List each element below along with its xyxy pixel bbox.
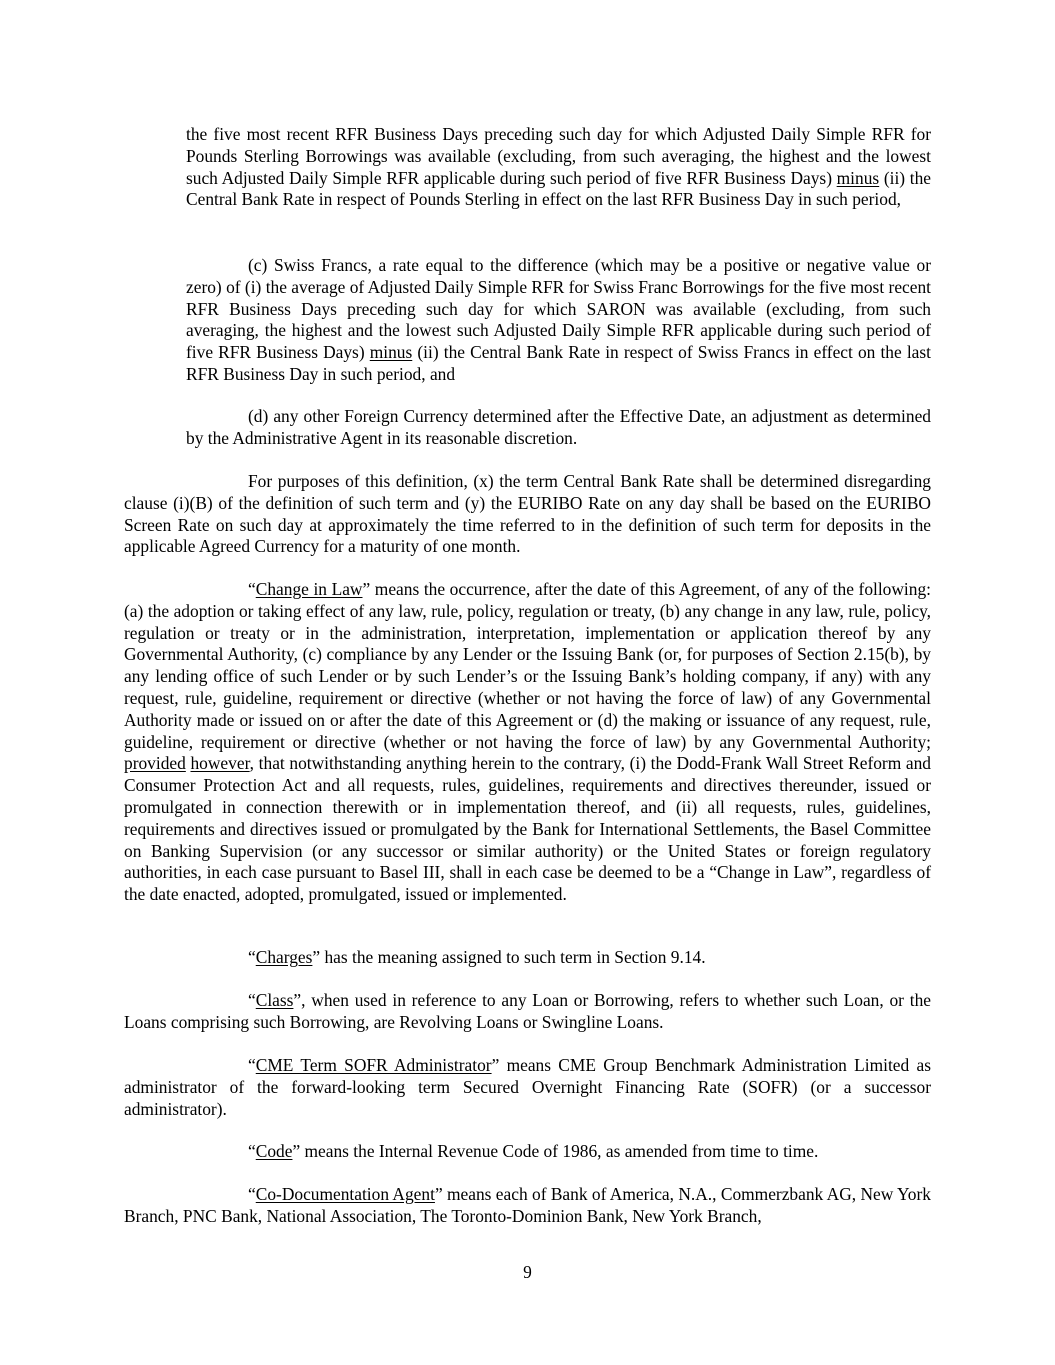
definition-class: “Class”, when used in reference to any Loan or Borrowing, refers to whether such Loan, or the Loans comprising such Borrowing, are Revolving Loans or Swingline Loans.: [124, 990, 931, 1032]
underlined-term-provided: provided: [124, 753, 186, 774]
defined-term: Co-Documentation Agent: [255, 1184, 435, 1204]
defined-term: Code: [255, 1141, 293, 1161]
defined-term: CME Term SOFR Administrator: [255, 1055, 492, 1075]
definition-code: “Code” means the Internal Revenue Code of 1986, as amended from time to time.: [248, 1141, 819, 1161]
definition-charges: “Charges” has the meaning assigned to such term in Section 9.14.: [248, 947, 706, 967]
defined-term: Class: [255, 990, 294, 1010]
definition-change-in-law: “Change in Law” means the occurrence, after the date of this Agreement, of any of the following: (a) the adoption or taking effect of any law, rule, policy, regulation or treaty, (b) any change in any law, rule, policy, regulation or treaty or in the administration, interpretation, implementation or application thereof by any Governmental Authority, (c) compliance by any Lender or the Issuing Bank (or, for purposes of Section 2.15(b), by any lending office of such Lender or by such Lender’s or the Issuing Bank’s holding company, if any) with any request, rule, guideline, requirement or directive (whether or not having the force of law) of any Governmental Authority made or issued on or after the date of this Agreement or (d) the making or issuance of any request, rule, guideline, requirement or directive (whether or not having the force of law) by any Governmental Authority; provided however, that notwithstanding anything herein to the contrary, (i) the Dodd-Frank Wall Street Reform and Consumer Protection Act and all requests, rules, guidelines, requirements and directives thereunder, issued or promulgated in connection therewith or in implementation thereof, and (ii) all requests, rules, guidelines, requirements and directives issued or promulgated by the Bank for International Settlements, the Basel Committee on Banking Supervision (or any successor or similar authority) or the United States or foreign regulatory authorities, in each case pursuant to Basel III, shall in each case be deemed to be a “Change in Law”, regardless of the date enacted, adopted, promulgated, issued or implemented.: [124, 579, 931, 905]
paragraph-other-foreign-currency: (d) any other Foreign Currency determined after the Effective Date, an adjustment as determined by the Administrative Agent in its reasonable discretion.: [186, 406, 931, 448]
paragraph-swiss-francs: (c) Swiss Francs, a rate equal to the difference (which may be a positive or negative value or zero) of (i) the average of Adjusted Daily Simple RFR for Swiss Franc Borrowings for the five most recent RFR Business Days preceding such day for which SARON was available (excluding, from such averaging, the highest and the lowest such Adjusted Daily Simple RFR applicable during such period of five RFR Business Days) minus (ii) the Central Bank Rate in respect of Swiss Francs in effect on the last RFR Business Day in such period, and: [186, 255, 931, 384]
underlined-term-however: however: [190, 753, 250, 774]
definition-cme-term-sofr-administrator: “CME Term SOFR Administrator” means CME Group Benchmark Administration Limited as administrator of the forward-looking term Secured Overnight Financing Rate (SOFR) (or a successor administrator).: [124, 1055, 931, 1119]
defined-term: Charges: [255, 947, 313, 967]
paragraph-pounds-sterling-cont: the five most recent RFR Business Days preceding such day for which Adjusted Daily Simple RFR for Pounds Sterling Borrowings was available (excluding, from such averaging, the highest and the lowest such Adjusted Daily Simple RFR applicable during such period of five RFR Business Days) minus (ii) the Central Bank Rate in respect of Pounds Sterling in effect on the last RFR Business Day in such period,: [186, 124, 931, 210]
underlined-term: minus: [369, 342, 413, 363]
defined-term: Change in Law: [255, 579, 363, 599]
definition-co-documentation-agent: “Co-Documentation Agent” means each of Bank of America, N.A., Commerzbank AG, New York Branch, PNC Bank, National Association, The Toronto-Dominion Bank, New York Branch,: [124, 1184, 931, 1226]
underlined-term: minus: [836, 167, 880, 188]
page-number: 9: [523, 1262, 532, 1282]
paragraph-purposes-of-definition: For purposes of this definition, (x) the term Central Bank Rate shall be determined disregarding clause (i)(B) of the definition of such term and (y) the EURIBO Rate on any day shall be based on the EURIBO Screen Rate on such day at approximately the time referred to in the definition of such term for deposits in the applicable Agreed Currency for a maturity of one month.: [124, 471, 931, 557]
